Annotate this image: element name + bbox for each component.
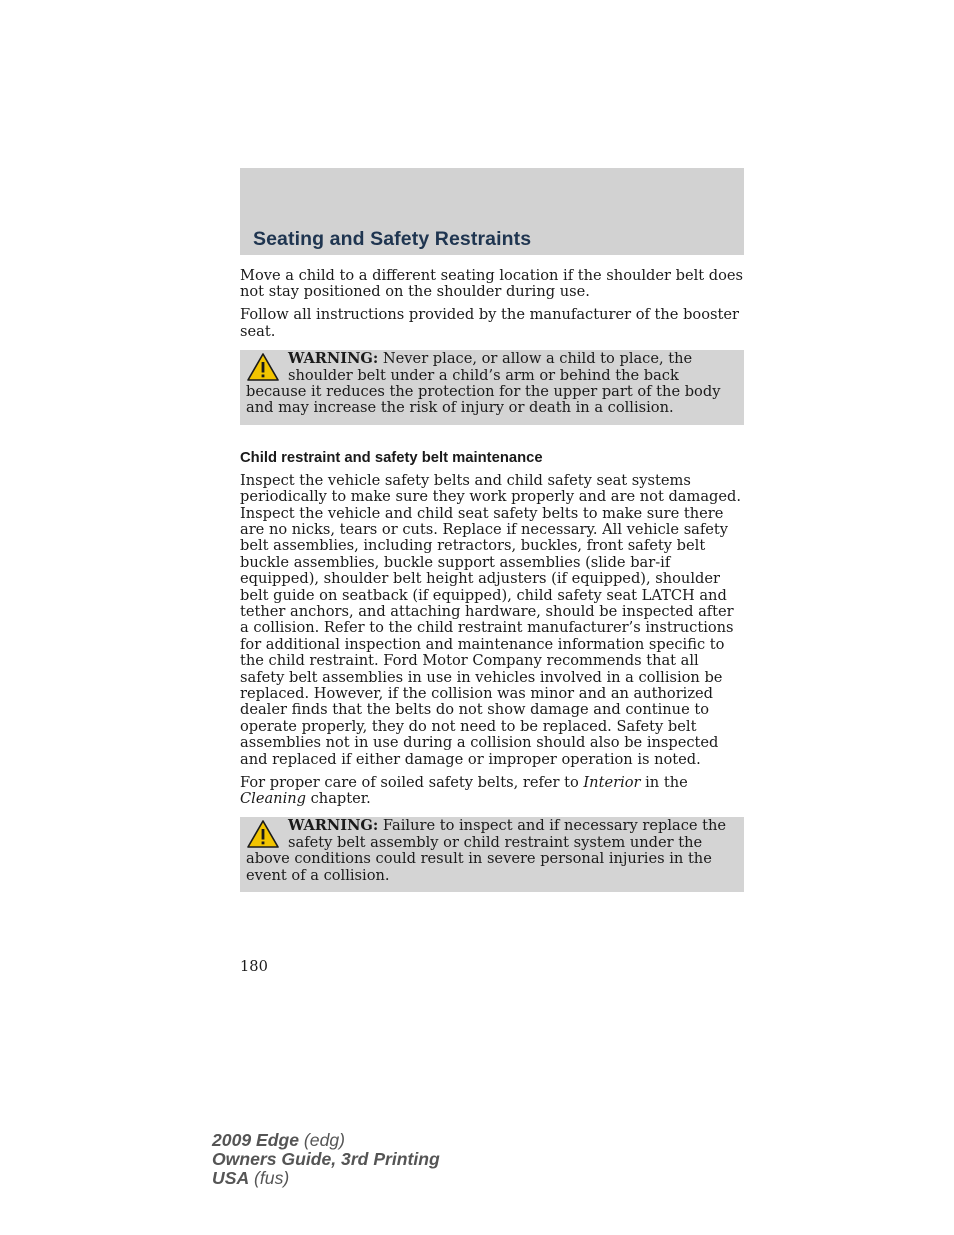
page-number: 180 xyxy=(240,958,268,975)
warning-box-shoulder-belt xyxy=(240,350,744,425)
document-footer xyxy=(212,1131,440,1188)
warning-text: Never place, or allow a child to place, the shoulder belt under a child’s arm or behind the back because it reduces the protection for the upper part of the body and may increase the risk of injury or death in a collision. xyxy=(246,350,721,417)
paragraph-shoulder-belt: Move a child to a different seating location if the shoulder belt does not stay positioned on the shoulder during use. xyxy=(240,267,744,301)
section-header-band xyxy=(240,168,744,255)
section-title: Seating and Safety Restraints xyxy=(253,228,532,250)
reference-cleaning: Cleaning xyxy=(240,789,306,807)
warning-triangle-icon xyxy=(246,352,280,382)
warning-label: WARNING: xyxy=(288,817,379,835)
paragraph-inspection: Inspect the vehicle safety belts and child safety seat systems periodically to make sure they work properly and are not damaged. Inspect the vehicle and child seat safety belts to make sure there are no nicks, tears or cuts. Replace if necessary. All vehicle safety belt assemblies, including retractors, buckles, front safety belt buckle assemblies, buckle support assemblies (slide bar-if equipped), shoulder belt height adjusters (if equipped), shoulder belt guide on seatback (if equipped), child safety seat LATCH and tether anchors, and attaching hardware, should be inspected after a collision. Refer to the child restraint manufacturer’s instructions for additional inspection and maintenance information specific to the child restraint. Ford Motor Company recommends that all safety belt assemblies in use in vehicles involved in a collision be replaced. However, if the collision was minor and an authorized dealer finds that the belts do not show damage and continue to operate properly, they do not need to be replaced. Safety belt assemblies not in use during a collision should also be inspected and replaced if either damage or improper operation is noted. xyxy=(240,471,741,768)
footer-line-model: 2009 Edge (edg) xyxy=(212,1130,346,1150)
warning-box-inspection xyxy=(240,817,744,892)
warning-label: WARNING: xyxy=(288,350,379,368)
subheading-maintenance: Child restraint and safety belt maintenance xyxy=(240,449,543,466)
warning-text: Failure to inspect and if necessary replace the safety belt assembly or child restraint system under the above conditions could result in severe personal injuries in the event of a collision. xyxy=(246,817,727,884)
warning-triangle-icon xyxy=(246,819,280,849)
footer-line-guide: Owners Guide, 3rd Printing xyxy=(212,1149,440,1169)
paragraph-booster-seat: Follow all instructions provided by the manufacturer of the booster seat. xyxy=(240,306,739,340)
footer-line-market: USA (fus) xyxy=(212,1168,290,1188)
paragraph-cleaning-reference: For proper care of soiled safety belts, refer to Interior in the Cleaning chapter. xyxy=(240,773,688,807)
reference-interior: Interior xyxy=(583,773,641,791)
page-content xyxy=(240,268,744,892)
